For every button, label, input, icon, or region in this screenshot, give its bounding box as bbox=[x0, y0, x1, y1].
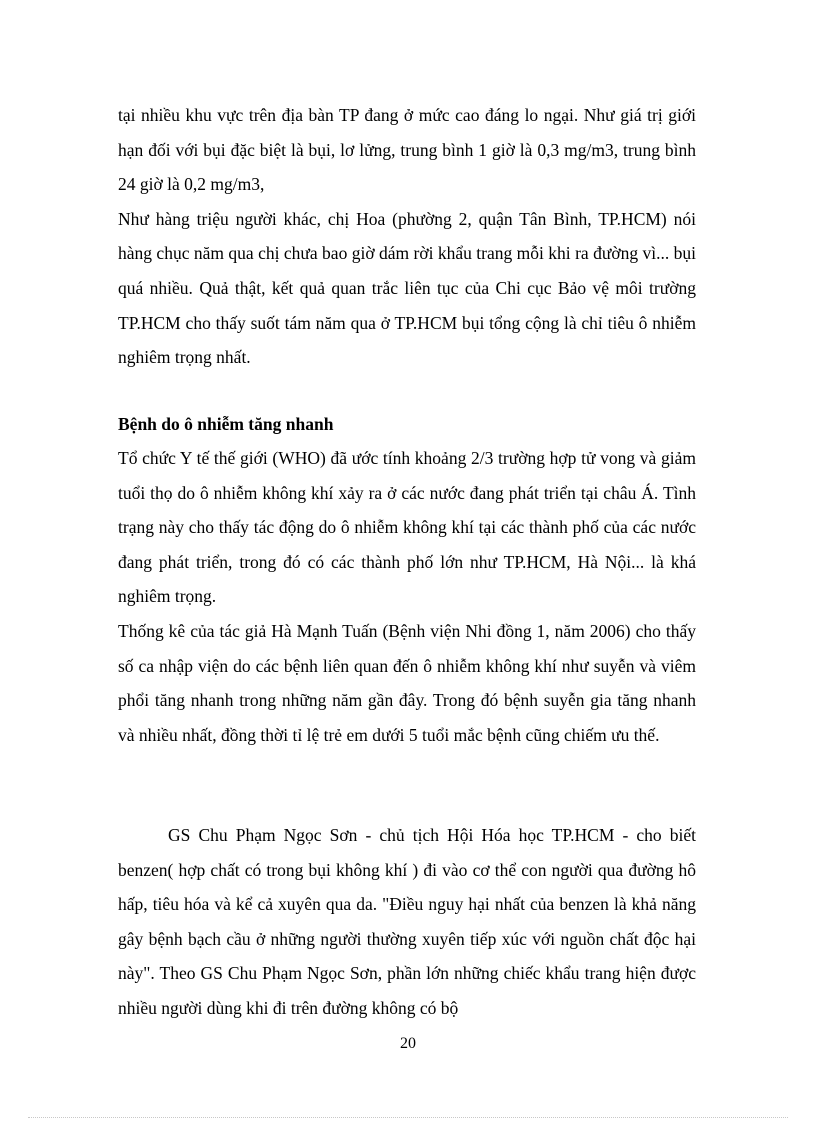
paragraph-hospital-statistics: Thống kê của tác giả Hà Mạnh Tuấn (Bệnh viện Nhi đồng 1, năm 2006) cho thấy số ca nhập viện do các bệnh liên quan đến ô nhiễm không khí như suyễn và viêm phổi tăng nhanh trong những năm gần đây. Trong đó bệnh suyễn gia tăng nhanh và nhiều nhất, đồng thời tỉ lệ trẻ em dưới 5 tuổi mắc bệnh cũng chiếm ưu thế. bbox=[118, 620, 696, 745]
paragraph-who-estimate: Tổ chức Y tế thế giới (WHO) đã ước tính khoảng 2/3 trường hợp tử vong và giảm tuổi thọ do ô nhiễm không khí xảy ra ở các nước đang phát triển tại châu Á. Tình trạng này cho thấy tác động do ô nhiễm không khí tại các thành phố của các nước đang phát triển, trong đó có các thành phố lớn như TP.HCM, Hà Nội... là khá nghiêm trọng. bbox=[118, 448, 696, 607]
page-number: 20 bbox=[400, 1035, 416, 1052]
paragraph-benzene: GS Chu Phạm Ngọc Sơn - chủ tịch Hội Hóa học TP.HCM - cho biết benzen( hợp chất có trong bụi không khí ) đi vào cơ thể con người qua đường hô hấp, tiêu hóa và kể cả xuyên qua da. "Điều nguy hại nhất của benzen là khả năng gây bệnh bạch cầu ở những người thường xuyên tiếp xúc với nguồn chất độc hại này". Theo GS Chu Phạm Ngọc Sơn, phần lớn những chiếc khẩu trang hiện được nhiều người dùng khi đi trên đường không có bộ bbox=[118, 825, 696, 1018]
page-bottom-divider bbox=[28, 1117, 788, 1118]
paragraph-mask-story: Như hàng triệu người khác, chị Hoa (phường 2, quận Tân Bình, TP.HCM) nói hàng chục năm qua chị chưa bao giờ dám rời khẩu trang mỗi khi ra đường vì... bụi quá nhiều. Quả thật, kết quả quan trắc liên tục của Chi cục Bảo vệ môi trường TP.HCM cho thấy suốt tám năm qua ở TP.HCM bụi tổng cộng là chỉ tiêu ô nhiễm nghiêm trọng nhất. bbox=[118, 208, 696, 368]
text-block-benzene bbox=[118, 818, 696, 1026]
text-block-disease bbox=[118, 441, 696, 752]
paragraph-dust-limits: tại nhiều khu vực trên địa bàn TP đang ở mức cao đáng lo ngại. Như giá trị giới hạn đối với bụi đặc biệt là bụi, lơ lửng, trung bình 1 giờ là 0,3 mg/m3, trung bình 24 giờ là 0,2 mg/m3, bbox=[118, 105, 696, 195]
text-block-air-quality bbox=[118, 98, 696, 375]
section-heading: Bệnh do ô nhiễm tăng nhanh bbox=[118, 414, 334, 434]
